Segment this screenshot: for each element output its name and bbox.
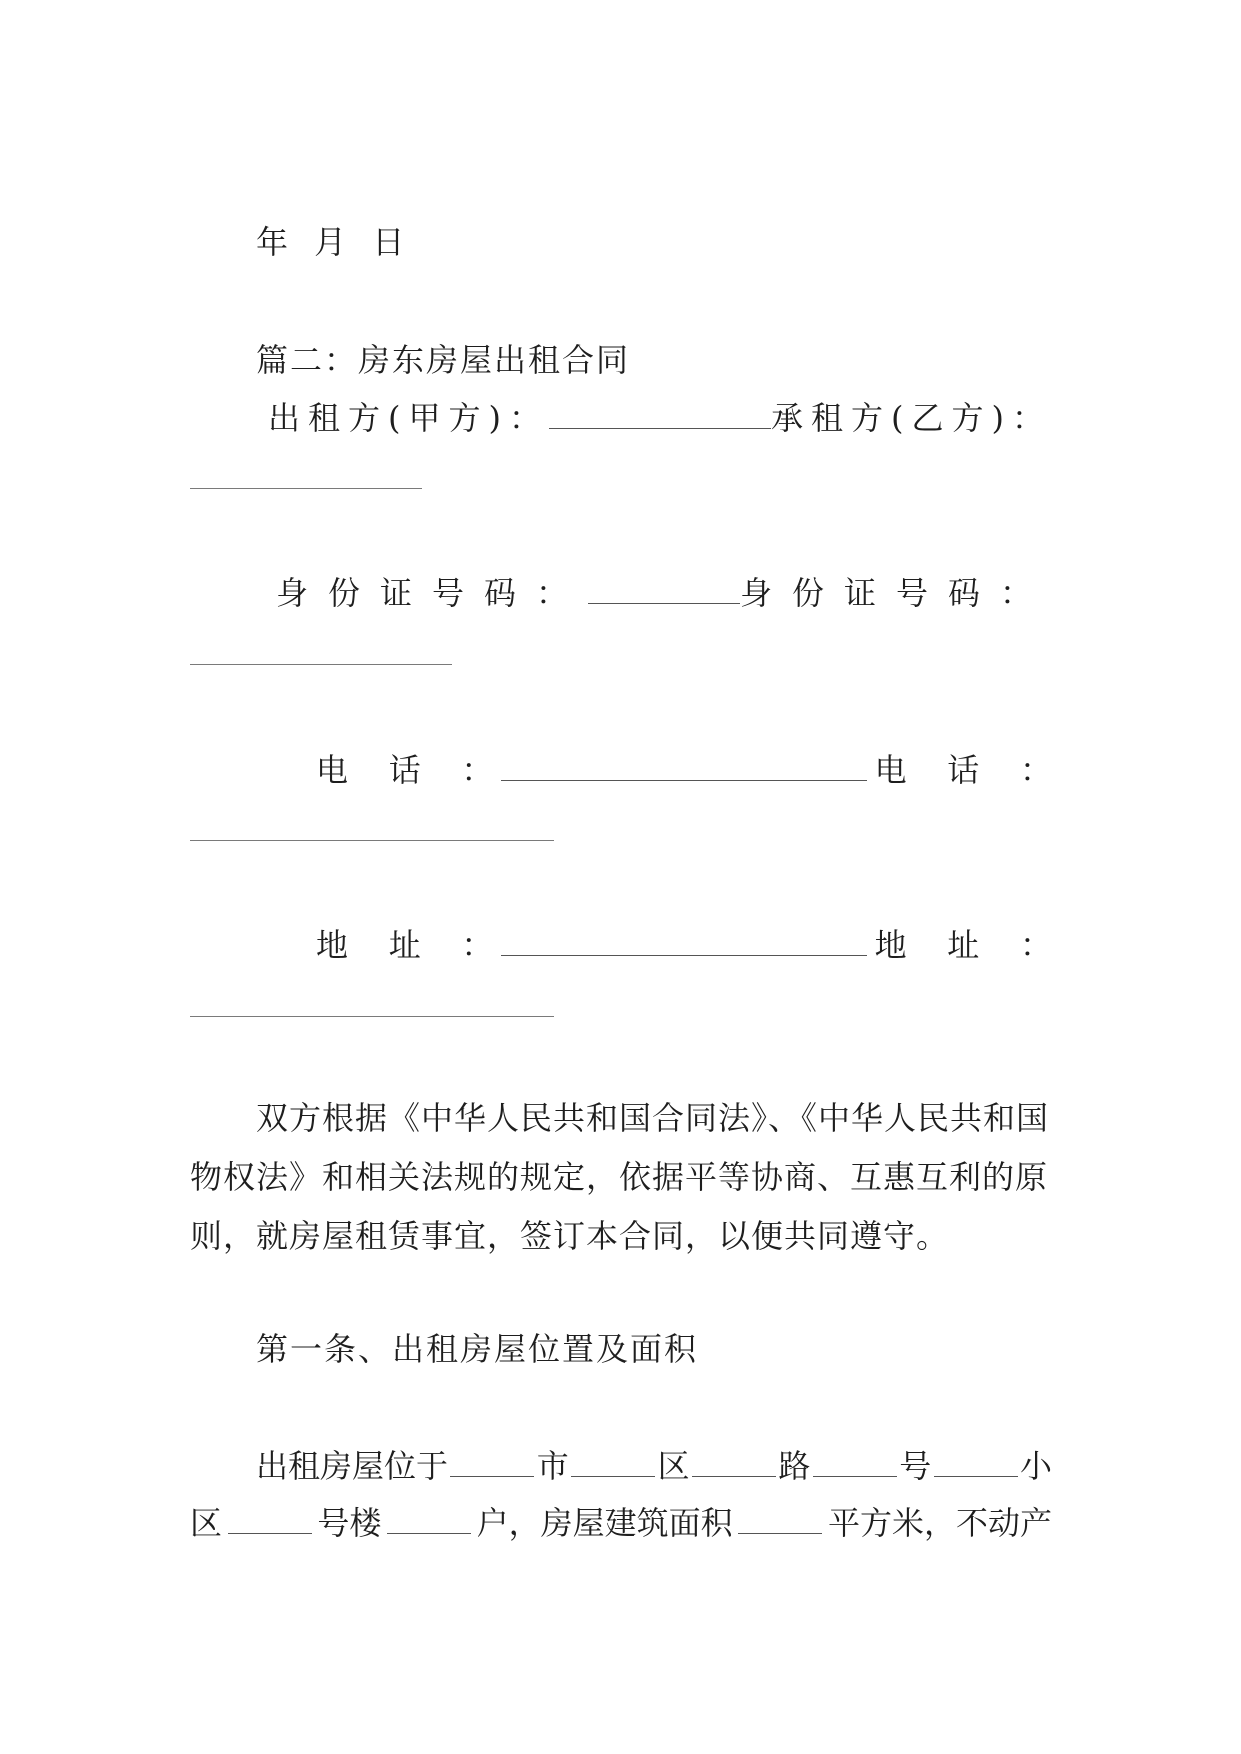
road-blank[interactable] [692,1448,776,1477]
id-blank-b[interactable] [190,664,452,665]
location-prefix: 出租房屋位于 [256,1447,449,1485]
location2-prefix: 区 [190,1504,223,1542]
phone-row [190,750,1052,790]
phone-label-b: 电 话 ： [874,751,1052,789]
date-line: 年 月 日 [256,223,413,261]
lessor-label: 出租方(甲方)： [268,399,549,437]
unit-building: 号楼 [317,1504,382,1542]
unit-number: 号 [899,1447,932,1485]
location-line-1 [256,1446,1052,1486]
lessee-blank[interactable] [190,488,422,489]
phone-label-a: 电 话 ： [316,751,494,789]
intro-line-3: 则，就房屋租赁事宜，签订本合同，以便共同遵守。 [190,1217,950,1255]
article1-title: 第一条、出租房屋位置及面积 [256,1330,699,1368]
unit-area-label: 户，房屋建筑面积 [476,1504,733,1542]
intro-line-1: 双方根据《中华人民共和国合同法》、《中华人民共和国 [256,1099,1050,1137]
area-blank[interactable] [738,1505,822,1534]
phone-blank-a[interactable] [501,752,867,781]
unit-road: 路 [778,1447,811,1485]
community-blank[interactable] [934,1448,1018,1477]
unit-sqm: 平方米，不动产 [827,1504,1052,1542]
address-blank-a[interactable] [501,927,867,956]
id-row [190,573,1052,613]
lessee-label: 承租方(乙方)： [771,399,1052,437]
number-blank[interactable] [813,1448,897,1477]
unit-room-blank[interactable] [387,1505,471,1534]
id-label-b: 身份证号码： [739,574,1052,612]
intro-line-2: 物权法》和相关法规的规定，依据平等协商、互惠互利的原 [190,1158,1049,1196]
location-line-2 [190,1503,1052,1543]
district-blank[interactable] [571,1448,655,1477]
address-blank-b[interactable] [190,1016,554,1017]
party-row [190,398,1052,438]
id-label-a: 身份证号码： [276,574,589,612]
id-blank-a[interactable] [588,575,740,604]
address-row [190,925,1052,965]
building-blank[interactable] [228,1505,312,1534]
phone-blank-b[interactable] [190,840,554,841]
unit-district: 区 [657,1447,690,1485]
city-blank[interactable] [450,1448,534,1477]
unit-city: 市 [536,1447,569,1485]
lessor-blank[interactable] [549,400,771,429]
unit-community: 小 [1019,1447,1052,1485]
address-label-b: 地 址 ： [874,926,1052,964]
section-title: 篇二：房东房屋出租合同 [256,341,631,379]
address-label-a: 地 址 ： [316,926,494,964]
